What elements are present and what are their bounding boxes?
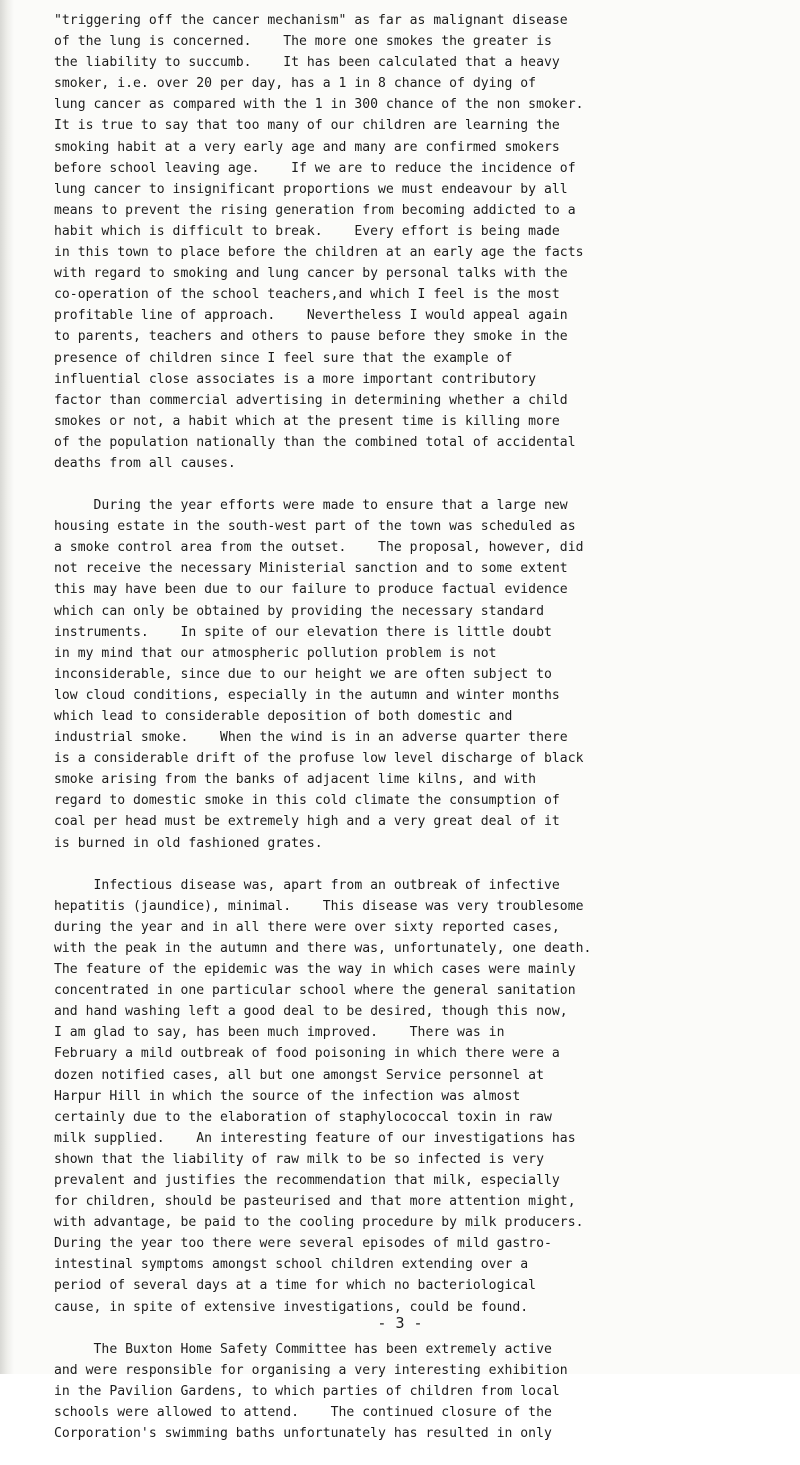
text-line: factor than commercial advertising in determining whether a child (54, 392, 568, 408)
text-line: The feature of the epidemic was the way in which cases were mainly (54, 962, 576, 978)
text-line: and were responsible for organising a very interesting exhibition (54, 1362, 568, 1378)
text-line: I am glad to say, has been much improved. There was in (54, 1025, 505, 1041)
text-line: before school leaving age. If we are to reduce the incidence of (54, 160, 576, 176)
text-line: coal per head must be extremely high and a very great deal of it (54, 814, 560, 830)
text-line: low cloud conditions, especially in the autumn and winter months (54, 687, 560, 703)
text-line: cause, in spite of extensive investigations, could be found. (54, 1299, 529, 1315)
text-line: a smoke control area from the outset. The proposal, however, did (54, 540, 584, 556)
text-line: co-operation of the school teachers,and which I feel is the most (54, 287, 560, 303)
text-line: lung cancer to insignificant proportions we must endeavour by all (54, 181, 568, 197)
text-line: regard to domestic smoke in this cold climate the consumption of (54, 793, 560, 809)
text-line: of the population nationally than the combined total of accidental (54, 434, 576, 450)
text-line: the liability to succumb. It has been calculated that a heavy (54, 55, 560, 71)
text-line: certainly due to the elaboration of staphylococcal toxin in raw (54, 1109, 552, 1125)
text-line: with advantage, be paid to the cooling procedure by milk producers. (54, 1215, 584, 1231)
text-line: for children, should be pasteurised and that more attention might, (54, 1194, 576, 1210)
text-line: During the year too there were several episodes of mild gastro- (54, 1236, 552, 1252)
paragraph-infectious-disease (54, 875, 794, 1318)
text-line: February a mild outbreak of food poisoning in which there were a (54, 1046, 560, 1062)
text-line: The Buxton Home Safety Committee has been extremely active (54, 1341, 552, 1357)
text-line: is a considerable drift of the profuse low level discharge of black (54, 751, 584, 767)
text-line: It is true to say that too many of our children are learning the (54, 118, 560, 134)
text-line: instruments. In spite of our elevation there is little doubt (54, 624, 552, 640)
scan-edge-shadow (0, 0, 14, 1374)
text-line: of the lung is concerned. The more one smokes the greater is (54, 34, 552, 50)
text-line: Corporation's swimming baths unfortunately has resulted in only (54, 1426, 552, 1441)
text-line: industrial smoke. When the wind is in an adverse quarter there (54, 730, 568, 746)
text-line: dozen notified cases, all but one amongst Service personnel at (54, 1067, 544, 1083)
page-number: - 3 - (377, 1314, 423, 1332)
text-line: deaths from all causes. (54, 455, 236, 471)
text-line: in this town to place before the children at an early age the facts (54, 245, 584, 261)
text-line: inconsiderable, since due to our height we are often subject to (54, 666, 552, 682)
text-line: which lead to considerable deposition of both domestic and (54, 709, 513, 724)
text-line: period of several days at a time for which no bacteriological (54, 1278, 537, 1294)
text-line: Infectious disease was, apart from an outbreak of infective (54, 877, 560, 893)
text-line: and hand washing left a good deal to be desired, though this now, (54, 1004, 568, 1020)
text-line: means to prevent the rising generation from becoming addicted to a (54, 202, 576, 218)
text-line: smoking habit at a very early age and many are confirmed smokers (54, 139, 560, 155)
text-line: intestinal symptoms amongst school children extending over a (54, 1257, 529, 1273)
text-line: milk supplied. An interesting feature of our investigations has (54, 1130, 576, 1146)
text-line: During the year efforts were made to ensure that a large new (54, 498, 568, 514)
text-line: smokes or not, a habit which at the present time is killing more (54, 413, 560, 429)
text-line: which can only be obtained by providing the necessary standard (54, 603, 544, 619)
text-line: Harpur Hill in which the source of the infection was almost (54, 1088, 521, 1104)
text-line: "triggering off the cancer mechanism" as far as malignant disease (54, 13, 568, 28)
text-line: smoker, i.e. over 20 per day, has a 1 in 8 chance of dying of (54, 76, 537, 92)
text-line: hepatitis (jaundice), minimal. This disease was very troublesome (54, 898, 584, 914)
paragraph-smoke-control (54, 495, 794, 854)
text-line: during the year and in all there were over sixty reported cases, (54, 919, 560, 935)
text-line: smoke arising from the banks of adjacent lime kilns, and with (54, 772, 537, 788)
text-line: in the Pavilion Gardens, to which parties of children from local (54, 1383, 560, 1399)
text-line: lung cancer as compared with the 1 in 300 chance of the non smoker. (54, 97, 584, 113)
text-line: presence of children since I feel sure that the example of (54, 350, 513, 366)
text-line: profitable line of approach. Nevertheless I would appeal again (54, 308, 568, 324)
text-line: influential close associates is a more important contributory (54, 371, 537, 387)
text-line: to parents, teachers and others to pause before they smoke in the (54, 329, 568, 345)
text-line: with regard to smoking and lung cancer by personal talks with the (54, 266, 568, 282)
text-line: this may have been due to our failure to produce factual evidence (54, 582, 568, 598)
paragraph-home-safety (54, 1339, 794, 1444)
text-line: is burned in old fashioned grates. (54, 835, 323, 851)
text-line: prevalent and justifies the recommendation that milk, especially (54, 1172, 560, 1188)
text-line: housing estate in the south-west part of the town was scheduled as (54, 519, 576, 535)
text-line: schools were allowed to attend. The continued closure of the (54, 1404, 552, 1420)
text-line: not receive the necessary Ministerial sanction and to some extent (54, 561, 568, 577)
text-line: in my mind that our atmospheric pollution problem is not (54, 645, 497, 661)
document-body (54, 10, 794, 1465)
text-line: with the peak in the autumn and there was, unfortunately, one death. (54, 940, 592, 956)
paragraph-smoking (54, 10, 794, 474)
text-line: concentrated in one particular school where the general sanitation (54, 983, 576, 999)
text-line: shown that the liability of raw milk to be so infected is very (54, 1151, 544, 1167)
text-line: habit which is difficult to break. Every effort is being made (54, 223, 560, 239)
